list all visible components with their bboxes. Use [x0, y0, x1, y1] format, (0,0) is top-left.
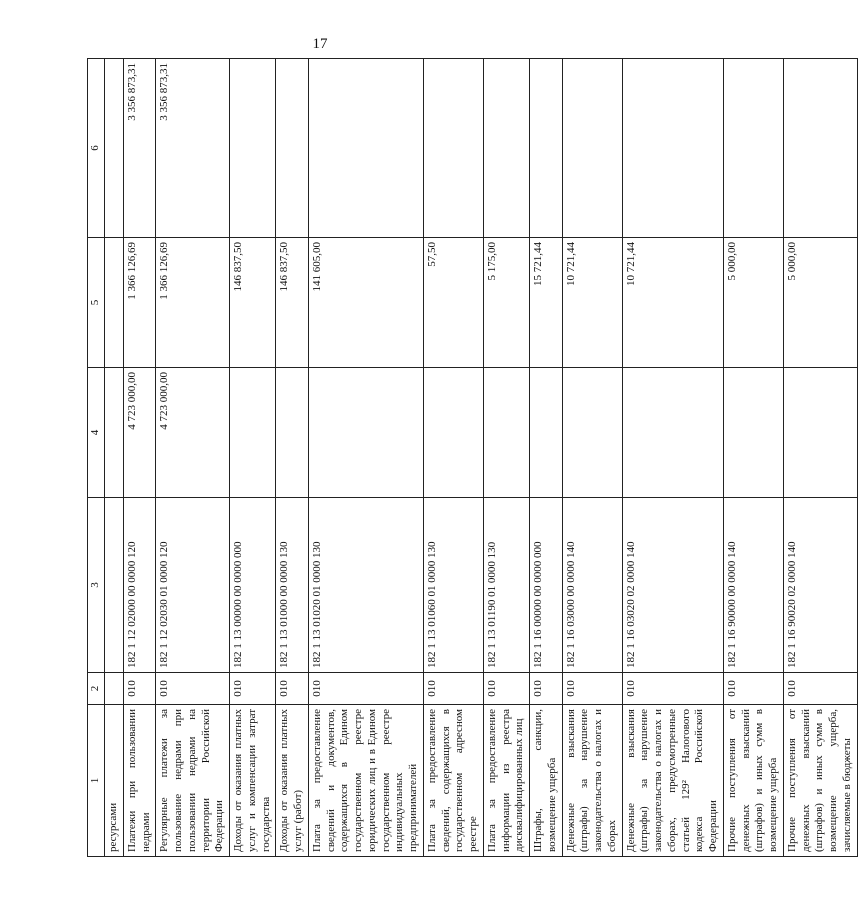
- row-col4-cell: [783, 368, 857, 498]
- row-kbk-cell: 182 1 16 03020 02 0000 140: [622, 498, 723, 673]
- table-row: [723, 59, 783, 857]
- row-col6-cell: [562, 59, 622, 238]
- row-kbk-cell: [105, 498, 124, 673]
- row-col5-cell: 15 721,44: [530, 238, 563, 368]
- row-name-cell: Штрафы, санкции, возмещение ущерба: [530, 705, 563, 857]
- row-col5-cell: 146 837,50: [276, 238, 309, 368]
- row-col6-cell: [230, 59, 276, 238]
- row-col6-cell: [105, 59, 124, 238]
- row-code-cell: 010: [783, 673, 857, 705]
- row-col5-cell: 10 721,44: [622, 238, 723, 368]
- row-col6-cell: [276, 59, 309, 238]
- row-kbk-cell: 182 1 13 01020 01 0000 130: [308, 498, 423, 673]
- row-col5-cell: 141 605,00: [308, 238, 423, 368]
- row-col6-cell: [783, 59, 857, 238]
- table-row: [123, 59, 156, 857]
- table-row: [156, 59, 230, 857]
- row-kbk-cell: 182 1 13 00000 00 0000 000: [230, 498, 276, 673]
- row-kbk-cell: 182 1 16 90020 02 0000 140: [783, 498, 857, 673]
- row-code-cell: 010: [562, 673, 622, 705]
- row-code-cell: 010: [230, 673, 276, 705]
- column-header: 6: [88, 59, 105, 238]
- row-code-cell: 010: [723, 673, 783, 705]
- row-col6-cell: [483, 59, 529, 238]
- row-name-cell: Регулярные платежи за пользование недрами при пользовании недрами на территории Российской Федерации: [156, 705, 230, 857]
- row-name-cell: Доходы от оказания платных услуг и компенсации затрат государства: [230, 705, 276, 857]
- table-row: [276, 59, 309, 857]
- row-name-cell: Денежные взыскания (штрафы) за нарушение законодательства о налогах и сборах, предусмотренные статьей 129² Налогового кодекса Российской Федерации: [622, 705, 723, 857]
- column-header: 1: [88, 705, 105, 857]
- row-col6-cell: 3 356 873,31: [123, 59, 156, 238]
- row-name-cell: ресурсами: [105, 705, 124, 857]
- column-header: 4: [88, 368, 105, 498]
- column-header: 3: [88, 498, 105, 673]
- table-row: [783, 59, 857, 857]
- row-code-cell: [105, 673, 124, 705]
- row-name-cell: Доходы от оказания платных услуг (работ): [276, 705, 309, 857]
- row-kbk-cell: 182 1 12 02000 00 0000 120: [123, 498, 156, 673]
- table-header-row: [88, 59, 105, 857]
- column-header: 5: [88, 238, 105, 368]
- row-col5-cell: 1 366 126,69: [156, 238, 230, 368]
- row-kbk-cell: 182 1 16 00000 00 0000 000: [530, 498, 563, 673]
- row-col6-cell: 3 356 873,31: [156, 59, 230, 238]
- row-name-cell: Денежные взыскания (штрафы) за нарушение законодательства о налогах и сборах: [562, 705, 622, 857]
- row-kbk-cell: 182 1 16 03000 00 0000 140: [562, 498, 622, 673]
- column-header: 2: [88, 673, 105, 705]
- row-col5-cell: 5 000,00: [723, 238, 783, 368]
- row-col4-cell: [276, 368, 309, 498]
- row-code-cell: 010: [123, 673, 156, 705]
- row-name-cell: Плата за предоставление сведений и документов, содержащихся в Едином государственном реестре юридических лиц и в Едином государственном реестре индивидуальных предпринимателей: [308, 705, 423, 857]
- row-col4-cell: 4 723 000,00: [156, 368, 230, 498]
- row-code-cell: 010: [530, 673, 563, 705]
- row-name-cell: Прочие поступления от денежных взысканий (штрафов) и иных сумм в возмещение ущерба, зачисляемые в бюджеты: [783, 705, 857, 857]
- row-col4-cell: [530, 368, 563, 498]
- row-col5-cell: 57,50: [423, 238, 483, 368]
- row-col6-cell: [622, 59, 723, 238]
- row-code-cell: 010: [423, 673, 483, 705]
- row-code-cell: 010: [622, 673, 723, 705]
- row-col4-cell: [105, 368, 124, 498]
- table-row: [483, 59, 529, 857]
- row-name-cell: Плата за предоставление сведений, содержащихся в государственном адресном реестре: [423, 705, 483, 857]
- row-col5-cell: 10 721,44: [562, 238, 622, 368]
- row-col4-cell: 4 723 000,00: [123, 368, 156, 498]
- row-kbk-cell: 182 1 12 02030 01 0000 120: [156, 498, 230, 673]
- row-name-cell: Прочие поступления от денежных взысканий (штрафов) и иных сумм в возмещение ущерба: [723, 705, 783, 857]
- row-col5-cell: 1 366 126,69: [123, 238, 156, 368]
- row-kbk-cell: 182 1 16 90000 00 0000 140: [723, 498, 783, 673]
- row-col5-cell: 5 000,00: [783, 238, 857, 368]
- row-col4-cell: [230, 368, 276, 498]
- table-row: [230, 59, 276, 857]
- row-col4-cell: [562, 368, 622, 498]
- row-col4-cell: [723, 368, 783, 498]
- row-name-cell: Платежи при пользовании недрами: [123, 705, 156, 857]
- row-col6-cell: [308, 59, 423, 238]
- row-col4-cell: [308, 368, 423, 498]
- row-col4-cell: [622, 368, 723, 498]
- row-code-cell: 010: [308, 673, 423, 705]
- table-row: [622, 59, 723, 857]
- table-row: [562, 59, 622, 857]
- row-code-cell: 010: [276, 673, 309, 705]
- table-row: [530, 59, 563, 857]
- row-kbk-cell: 182 1 13 01190 01 0000 130: [483, 498, 529, 673]
- row-col6-cell: [530, 59, 563, 238]
- row-code-cell: 010: [156, 673, 230, 705]
- row-kbk-cell: 182 1 13 01060 01 0000 130: [423, 498, 483, 673]
- row-col5-cell: 5 175,00: [483, 238, 529, 368]
- table-body: [105, 59, 858, 857]
- row-col5-cell: [105, 238, 124, 368]
- row-col4-cell: [423, 368, 483, 498]
- row-kbk-cell: 182 1 13 01000 00 0000 130: [276, 498, 309, 673]
- row-col4-cell: [483, 368, 529, 498]
- row-name-cell: Плата за предоставление информации из реестра дисквалифицированных лиц: [483, 705, 529, 857]
- row-col6-cell: [423, 59, 483, 238]
- row-col6-cell: [723, 59, 783, 238]
- table-row: [423, 59, 483, 857]
- rotated-table-wrapper: [87, 59, 853, 857]
- table-row: [105, 59, 124, 857]
- revenue-table: [87, 58, 858, 857]
- row-col5-cell: 146 837,50: [230, 238, 276, 368]
- page-number: 17: [312, 36, 328, 52]
- table-row: [308, 59, 423, 857]
- row-code-cell: 010: [483, 673, 529, 705]
